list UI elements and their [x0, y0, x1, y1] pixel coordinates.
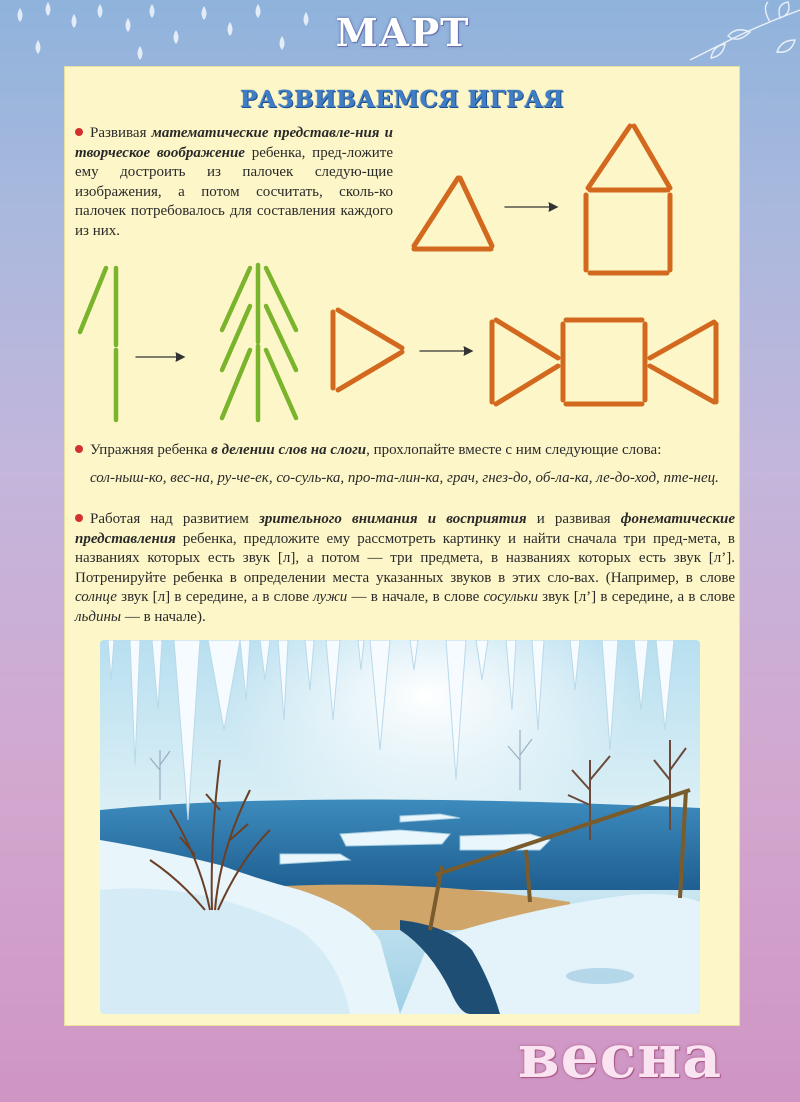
p3-text-k: звук [л’] в середине, а в слове — [537, 589, 735, 605]
raindrops-decoration — [0, 0, 330, 70]
month-title: МАРТ — [335, 10, 470, 55]
p3-emphasis-1: зрительного внимания и восприятия — [258, 511, 527, 527]
p1-emphasis: математические представле-ния и творческое воображение — [75, 125, 393, 161]
p2-text-a: Упражняя ребенка — [90, 442, 212, 458]
sun-icon — [419, 690, 431, 702]
p3-emphasis-2: фонематические представления — [75, 511, 735, 547]
bullet-icon — [75, 128, 83, 136]
bullet-icon — [75, 445, 83, 453]
paragraph-attention — [75, 510, 735, 627]
p3-text-c: и развивая — [526, 511, 621, 527]
p1-text-a: Развивая — [90, 125, 152, 141]
p3-text-m: — в начале). — [121, 608, 206, 625]
p3-text-a: Работая над развитием — [90, 511, 259, 527]
season-title: весна — [517, 1022, 723, 1092]
branches-decoration — [670, 0, 800, 70]
paragraph-math — [75, 124, 393, 241]
p3-example-word: солнце — [75, 589, 117, 605]
p3-text-i: — в начале, в слове — [347, 589, 484, 605]
paragraph-syllables — [75, 441, 735, 461]
p3-example-word: льдины — [75, 608, 122, 625]
syllable-word-list: сол-ныш-ко, вес-на, ру-че-ек, со-суль-ка, про-та-лин-ка, грач, гнез-до, об-ла-ка, ле-до-ход, пте-нец. — [90, 470, 719, 486]
p2-emphasis: в делении слов на слоги — [211, 442, 367, 458]
spring-scene-illustration — [100, 640, 700, 1014]
p3-text-g: звук [л] в середине, а в слове — [116, 589, 314, 605]
p1-text-c: ребенка, пред-ложите ему достроить из палочек следую-щие изображения, а потом сосчитать, сколь-ко палочек потребовалось для составления каждого из них. — [75, 144, 393, 239]
section-heading: РАЗВИВАЕМСЯ ИГРАЯ — [240, 86, 564, 113]
p3-example-word: лужи — [313, 589, 348, 605]
bullet-icon — [75, 514, 83, 522]
p3-example-word: сосульки — [483, 589, 538, 605]
p2-text-c: , прохлопайте вместе с ним следующие слова: — [366, 442, 662, 458]
p3-text-e: ребенка, предложите ему рассмотреть картинку и найти сначала три пред-мета, в названиях которых есть звук [л], а потом — три предмета, в названиях которых есть звук [л’]. Потренируйте ребенка в определении места указанных звуков в этих сло-вах. (Например, в слове — [75, 530, 735, 586]
